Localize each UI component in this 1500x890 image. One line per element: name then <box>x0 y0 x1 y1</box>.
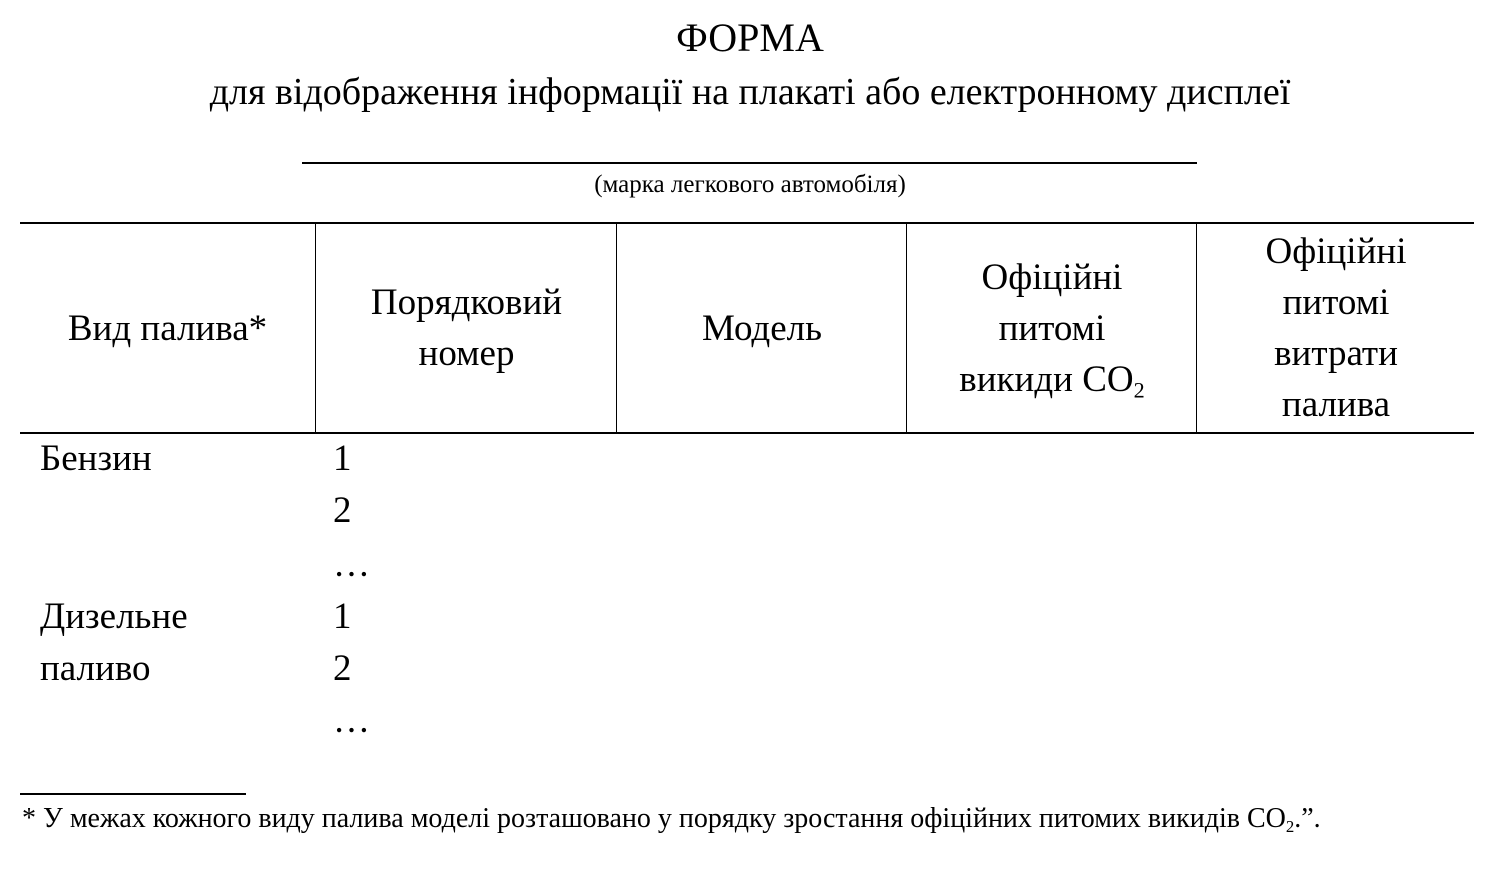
row-number: 1 <box>333 438 352 479</box>
column-header-label: витрати <box>1274 333 1398 374</box>
column-header-co2-emissions <box>906 224 1197 432</box>
column-header-fuel-consumption <box>1196 224 1475 432</box>
subscript: 2 <box>1285 817 1295 837</box>
column-header-label: питомі <box>1282 282 1390 323</box>
form-subtitle: для відображення інформації на плакаті або електронному дисплеї <box>209 71 1291 113</box>
column-header-label: Офіційні <box>981 256 1123 298</box>
column-header-label: номер <box>418 333 515 374</box>
form-title: ФОРМА <box>676 15 824 60</box>
row-number: 2 <box>333 648 352 689</box>
footnote: * У межах кожного виду палива моделі розташовано у порядку зростання офіційних питомих викидів $CO_2$.”. <box>22 803 1321 837</box>
car-brand-caption: (марка легкового автомобіля) <box>594 171 906 198</box>
car-brand-blank-line <box>302 162 1197 164</box>
fuel-type-petrol: Бензин <box>40 438 152 479</box>
column-header-label: Модель <box>702 307 822 349</box>
table-header <box>20 222 1474 434</box>
fuel-type-diesel: Дизельне <box>40 596 188 637</box>
column-header-label: Вид палива* <box>67 307 268 349</box>
column-header-serial-number <box>315 224 617 432</box>
row-number: 2 <box>333 490 352 531</box>
row-ellipsis: … <box>333 700 370 741</box>
fuel-type-diesel: паливо <box>40 648 151 689</box>
footnote-separator <box>20 793 246 795</box>
column-header-model <box>616 224 907 432</box>
subscript: 2 <box>1133 377 1145 403</box>
column-header-label: палива <box>1281 384 1391 425</box>
row-ellipsis: … <box>333 544 370 585</box>
column-header-label: питомі <box>998 307 1106 349</box>
column-header-label: Порядковий <box>370 282 563 323</box>
column-header-label: викиди $CO_2$ <box>959 358 1145 403</box>
column-header-fuel-type <box>20 224 315 432</box>
column-header-label: Офіційні <box>1265 231 1407 272</box>
row-number: 1 <box>333 596 352 637</box>
